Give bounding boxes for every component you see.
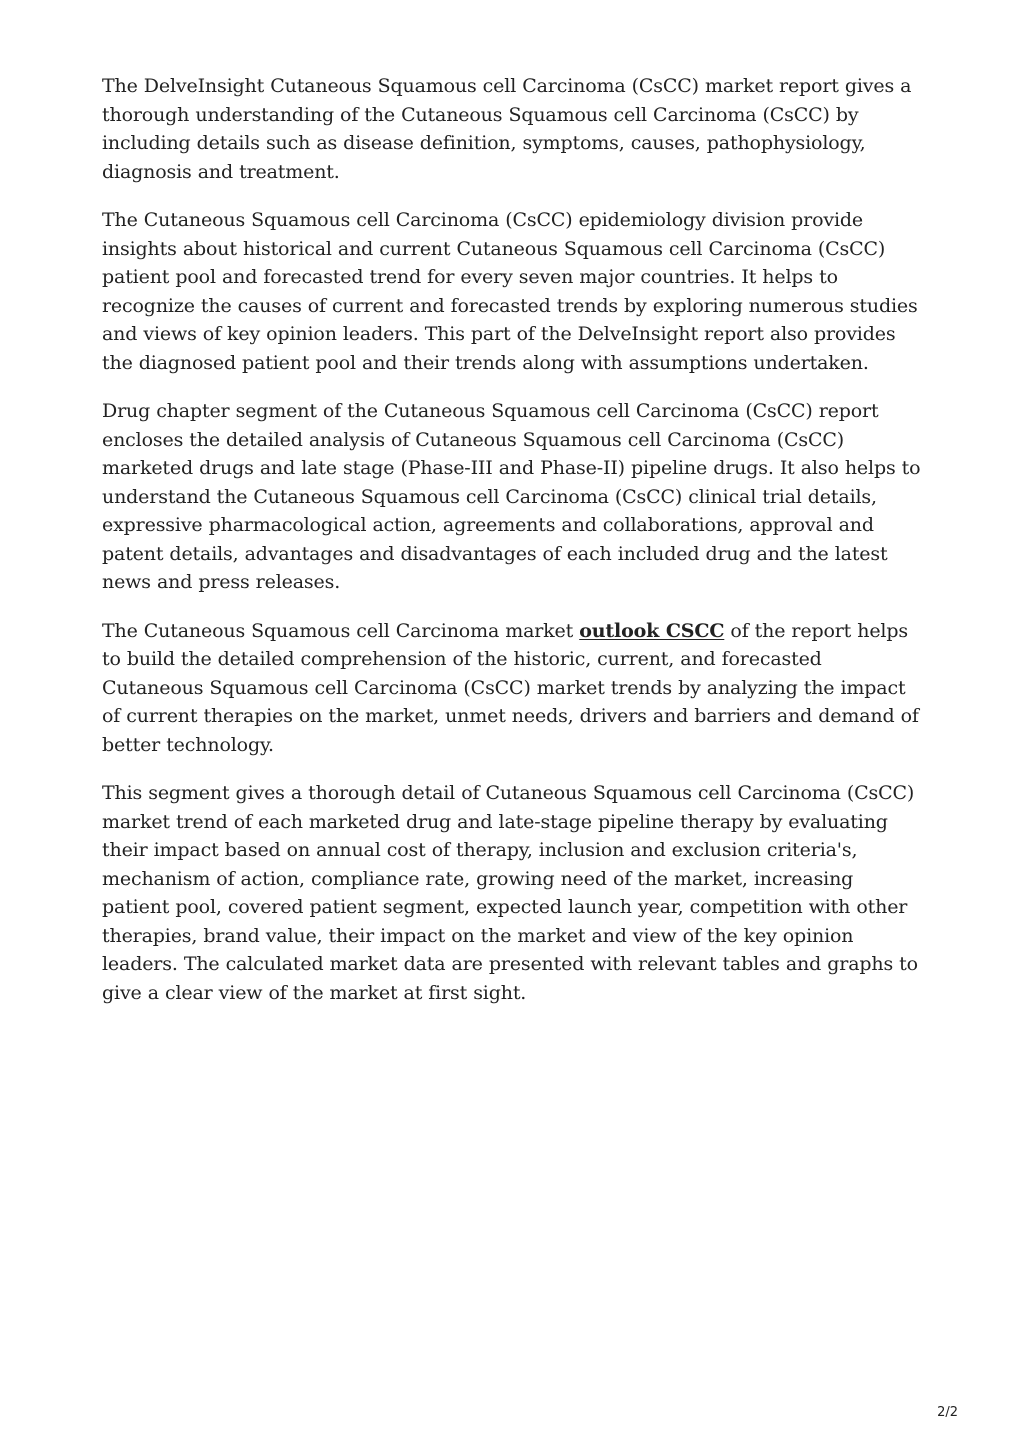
market-trend-paragraph: This segment gives a thorough detail of Cutaneous Squamous cell Carcinoma (CsCC) market trend of each marketed drug and late-stage pipeline therapy by evaluating their impact based on annual cost of therapy, inclusion and exclusion criteria's, mechanism of action, compliance rate, growing need of the market, increasing patient pool, covered patient segment, expected launch year, competition with other therapies, brand value, their impact on the market and view of the key opinion leaders. The calculated market data are presented with relevant tables and graphs to give a clear view of the market at first sight. [102, 782, 918, 1004]
outlook-text-after-link: of the report helps to build the detailed comprehension of the historic, current, and forecasted Cutaneous Squamous cell Carcinoma (CsCC) market trends by analyzing the impact of current therapies on the market, unmet needs, drivers and barriers and demand of better technology. [102, 619, 919, 756]
outlook-cscc-link[interactable]: outlook CSCC [579, 619, 725, 642]
epidemiology-paragraph: The Cutaneous Squamous cell Carcinoma (CsCC) epidemiology division provide insights about historical and current Cutaneous Squamous cell Carcinoma (CsCC) patient pool and forecasted trend for every seven major countries. It helps to recognize the causes of current and forecasted trends by exploring numerous studies and views of key opinion leaders. This part of the DelveInsight report also provides the diagnosed patient pool and their trends along with assumptions undertaken. [102, 209, 918, 374]
drug-chapter-paragraph: Drug chapter segment of the Cutaneous Squamous cell Carcinoma (CsCC) report encloses the detailed analysis of Cutaneous Squamous cell Carcinoma (CsCC) marketed drugs and late stage (Phase-III and Phase-II) pipeline drugs. It also helps to understand the Cutaneous Squamous cell Carcinoma (CsCC) clinical trial details, expressive pharmacological action, agreements and collaborations, approval and patent details, advantages and disadvantages of each included drug and the latest news and press releases. [102, 400, 921, 593]
document-page [102, 72, 924, 1027]
page-number: 2/2 [937, 1405, 958, 1420]
market-outlook-paragraph [102, 617, 924, 760]
intro-paragraph: The DelveInsight Cutaneous Squamous cell Carcinoma (CsCC) market report gives a thorough understanding of the Cutaneous Squamous cell Carcinoma (CsCC) by including details such as disease definition, symptoms, causes, pathophysiology, diagnosis and treatment. [102, 75, 912, 183]
outlook-text-before-link: The Cutaneous Squamous cell Carcinoma market [102, 619, 580, 642]
